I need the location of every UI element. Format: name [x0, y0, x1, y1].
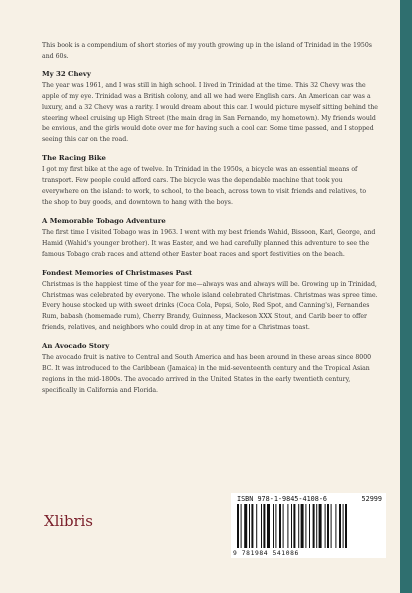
section-body: Christmas is the happiest time of the year for me—always was and always will be. Growing up in Trinidad, Christmas was celebrated by everyone. The whole island celebrated Christmas. Christmas was spree time. Every house stocked up with sweet drinks (Coca Cola, Pepsi, Solo, Red Spot, and Canning's), Fernandes Rum, babash (homemade rum), Cherry Brandy, Guinness, Mackeson XXX Stout, and Carib beer to offer friends, relatives, and neighbors who could drop in at any time for a Christmas toast.	[42, 280, 378, 332]
barcode-bar	[275, 504, 276, 548]
barcode-bar	[237, 504, 239, 548]
barcode-bar	[298, 504, 299, 548]
section-heading: Fondest Memories of Christmases Past	[42, 268, 193, 277]
barcode-bar	[256, 504, 257, 548]
barcode-bar	[293, 504, 295, 548]
intro-paragraph: This book is a compendium of short stories of my youth growing up in the island of Trinidad in the 1950s and 60s.	[42, 42, 372, 60]
section-body: The year was 1961, and I was still in high school. I lived in Trinidad at the time. This 32 Chevy was the apple of my eye. Trinidad was a British colony, and all we had were English cars. An American car was a luxury, and a 32 Chevy was a rarity. I would dream about this car. I would picture myself sitting behind the steering wheel cruising up High Street (the main drag in San Fernando, my hometown). My friends would be envious, and the girls would dote over me for having such a cool car. Some time passed, and I stopped seeing this car on the road.	[42, 81, 378, 144]
section-christmases-past	[42, 269, 378, 335]
barcode-bar	[291, 504, 292, 548]
barcode-bar	[339, 504, 341, 548]
section-tobago-adventure	[42, 217, 378, 261]
section-body: The avocado fruit is native to Central and South America and has been around in these areas since 8000 BC. It was introduced to the Caribbean (Jamaica) in the mid-seventeenth century and the Tropical Asian regions in the mid-1800s. The avocado arrived in the United States in the early twentieth century, specifically in California and Florida.	[42, 354, 372, 394]
barcode-bar	[316, 504, 317, 548]
barcode-bar	[343, 504, 344, 548]
barcode-bar	[251, 504, 253, 548]
barcode-bar	[313, 504, 315, 548]
barcode-bar	[327, 504, 329, 548]
barcode-bar	[267, 504, 270, 548]
barcode-bar	[301, 504, 304, 548]
section-heading: The Racing Bike	[42, 154, 106, 163]
isbn-barcode-box	[231, 493, 386, 558]
section-heading: A Memorable Tobago Adventure	[42, 216, 166, 225]
barcode-bar	[345, 504, 347, 548]
barcode-bar	[319, 504, 322, 548]
barcode-bar	[309, 504, 310, 548]
barcode-bar	[273, 504, 274, 548]
barcode-bar	[261, 504, 262, 548]
section-body: The first time I visited Tobago was in 1963. I went with my best friends Wahid, Bissoon, Karl, George, and Hamid (Wahid's younger brother). It was Easter, and we had carefully planned this adventure to see the famous Tobago crab races and attend other Easter boat races and sport festivities on the beach.	[42, 228, 376, 258]
isbn-number: ISBN 978-1-9845-4108-6	[237, 495, 328, 503]
barcode-bar	[335, 504, 336, 548]
barcode-graphic	[237, 504, 385, 548]
section-heading: My 32 Chevy	[42, 69, 91, 78]
barcode-bar	[249, 504, 250, 548]
section-body: I got my first bike at the age of twelve. In Trinidad in the 1950s, a bicycle was an essential means of transport. Few people could afford cars. The bicycle was the dependable machine that took you everywhere on the island: to work, to school, to the beach, across town to visit friends and relatives, to the shop to buy goods, and downtown to hang with the boys.	[42, 166, 367, 206]
section-racing-bike	[42, 154, 378, 209]
isbn-label	[237, 495, 327, 503]
section-my-32-chevy	[42, 70, 378, 146]
isbn-price-code: 52999	[361, 495, 382, 503]
barcode-bar	[241, 504, 242, 548]
barcode-bar	[331, 504, 332, 548]
barcode-bar	[325, 504, 326, 548]
barcode-number: 9 781984 541086	[233, 550, 299, 557]
publisher-logo: Xlibris	[44, 512, 93, 530]
blurb-content	[42, 41, 378, 405]
barcode-bar	[244, 504, 247, 548]
spine-strip	[400, 0, 412, 593]
section-avocado-story	[42, 342, 378, 397]
section-heading: An Avocado Story	[42, 342, 110, 351]
barcode-bar	[305, 504, 306, 548]
barcode-bar	[263, 504, 265, 548]
barcode-bar	[283, 504, 284, 548]
barcode-bar	[287, 504, 288, 548]
barcode-bar	[279, 504, 281, 548]
